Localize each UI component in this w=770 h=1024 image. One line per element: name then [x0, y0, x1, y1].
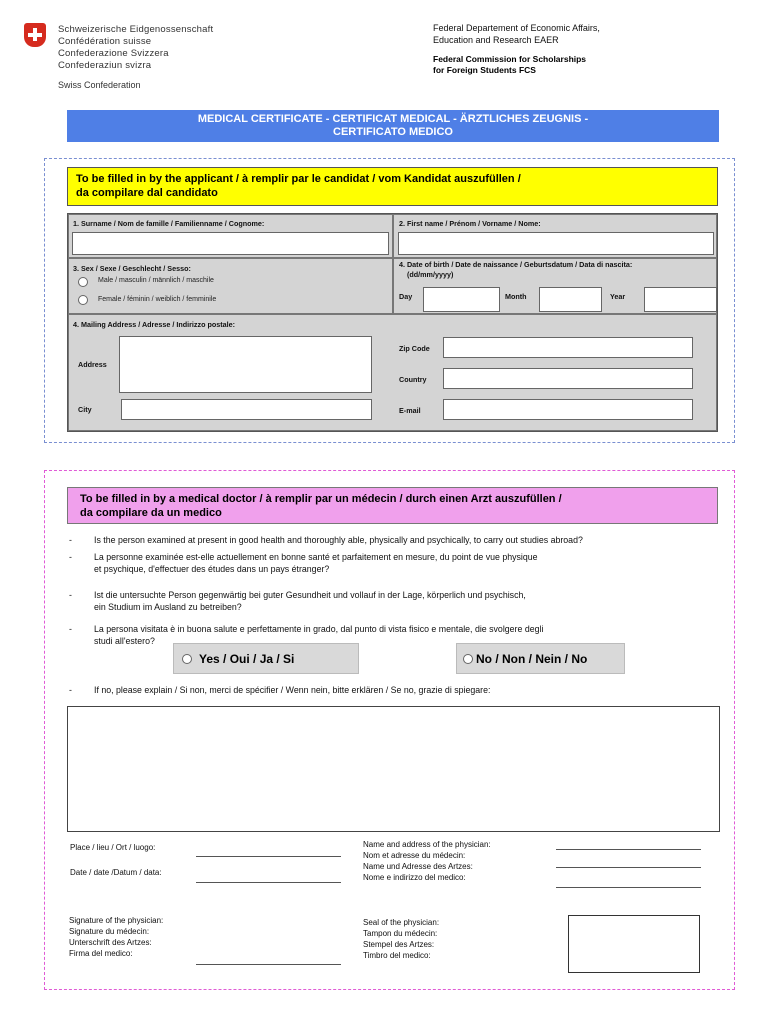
place-field[interactable]	[196, 856, 341, 857]
physician-address-line-2[interactable]	[556, 867, 701, 868]
question-de: - Ist die untersuchte Person gegenwärtig bei guter Gesundheit und vollauf in der Lage, körperlich und psychisch, ein Studium im Ausland zu betreiben?	[69, 590, 526, 612]
firstname-cell: 2. First name / Prénom / Vorname / Nome:	[393, 214, 717, 258]
explanation-textarea[interactable]	[67, 706, 720, 832]
question-en: - Is the person examined at present in good health and thoroughly able, physically and psychically, to carry out studies abroad?	[69, 535, 583, 545]
no-option[interactable]: No / Non / Nein / No	[456, 643, 625, 674]
swiss-flag-icon	[24, 23, 46, 47]
female-radio[interactable]	[78, 295, 88, 305]
physician-address-line-3[interactable]	[556, 887, 701, 888]
swiss-confederation-label: Swiss Confederation	[58, 80, 141, 90]
question-it: - La persona visitata è in buona salute e perfettamente in grado, dal punto di vista fisico e mentale, die svolgere degli studi all'estero?	[69, 624, 544, 646]
question-fr: - La personne examinée est-elle actuellement en bonne santé et parfaitement en mesure, du point de vue physique et psychique, d'effectuer des études dans un pays étranger?	[69, 552, 538, 574]
sex-cell: 3. Sex / Sexe / Geschlecht / Sesso: Male / masculin / männlich / maschile Female / féminin / weiblich / femminile	[68, 258, 393, 314]
no-radio[interactable]	[463, 654, 473, 664]
yes-option[interactable]: Yes / Oui / Ja / Si	[173, 643, 359, 674]
place-label: Place / lieu / Ort / luogo:	[70, 843, 156, 852]
page-title: MEDICAL CERTIFICATE - CERTIFICAT MEDICAL - ÄRZTLICHES ZEUGNIS - CERTIFICATO MEDICO	[67, 110, 719, 142]
applicant-heading: To be filled in by the applicant / à remplir par le candidat / vom Kandidat auszufüllen / da compilare dal candidato	[67, 167, 718, 206]
mailing-address-cell: 4. Mailing Address / Adresse / Indirizzo postale: Address City Zip Code Country E-mail	[68, 314, 717, 431]
city-input[interactable]	[121, 399, 372, 420]
physician-name-address-label: Name and address of the physician: Nom et adresse du médecin: Name und Adresse des Artzes: Nome e indirizzo del medico:	[363, 840, 491, 882]
date-field[interactable]	[196, 882, 341, 883]
day-input[interactable]	[423, 287, 500, 312]
signature-field[interactable]	[196, 964, 341, 965]
commission-name: Federal Commission for Scholarships for Foreign Students FCS	[433, 54, 587, 75]
email-input[interactable]	[443, 399, 693, 420]
surname-cell: 1. Surname / Nom de famille / Familienname / Cognome:	[68, 214, 393, 258]
address-input[interactable]	[119, 336, 372, 393]
zip-code-input[interactable]	[443, 337, 693, 358]
seal-label: Seal of the physician: Tampon du médecin: Stempel des Artzes: Timbro del medico:	[363, 918, 440, 960]
month-input[interactable]	[539, 287, 602, 312]
department-name: Federal Departement of Economic Affairs, Education and Research EAER	[433, 23, 600, 45]
yes-radio[interactable]	[182, 654, 192, 664]
firstname-input[interactable]	[398, 232, 714, 255]
dob-cell: 4. Date of birth / Date de naissance / Geburtsdatum / Data di nascita: (dd/mm/yyyy) Day Month Year	[393, 258, 717, 314]
applicant-form	[67, 213, 718, 432]
doctor-heading: To be filled in by a medical doctor / à remplir par un médecin / durch einen Arzt auszufüllen / da compilare da un medico	[67, 487, 718, 524]
year-input[interactable]	[644, 287, 717, 312]
country-input[interactable]	[443, 368, 693, 389]
date-label: Date / date /Datum / data:	[70, 868, 162, 877]
physician-address-line-1[interactable]	[556, 849, 701, 850]
male-radio[interactable]	[78, 277, 88, 287]
confederation-names: Schweizerische Eidgenossenschaft Confédération suisse Confederazione Svizzera Confederaziun svizra	[58, 24, 214, 71]
surname-input[interactable]	[72, 232, 389, 255]
seal-box[interactable]	[568, 915, 700, 973]
signature-label: Signature of the physician: Signature du médecin: Unterschrift des Artzes: Firma del medico:	[69, 916, 164, 958]
explain-label: - If no, please explain / Si non, merci de spécifier / Wenn nein, bitte erklären / Se no, grazie di spiegare:	[69, 685, 491, 695]
